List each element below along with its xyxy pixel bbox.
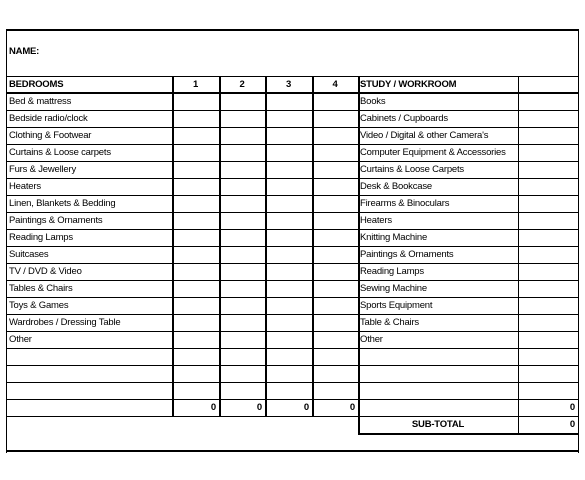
- room-column-1: 1: [192, 79, 199, 90]
- room-column-3: 3: [285, 79, 292, 90]
- bedroom-total-2: 0: [256, 402, 262, 413]
- bedroom-total-4: 0: [349, 402, 355, 413]
- col-divider: [265, 76, 267, 416]
- bedroom-total-3: 0: [303, 402, 309, 413]
- col-divider: [358, 76, 360, 433]
- bedroom-item: Reading Lamps: [9, 232, 73, 243]
- study-total: 0: [569, 402, 575, 413]
- subtotal-value: 0: [569, 419, 575, 430]
- bedrooms-header: BEDROOMS: [9, 79, 64, 90]
- bedroom-item: Suitcases: [9, 249, 49, 260]
- study-item: Sports Equipment: [360, 300, 433, 311]
- col-divider: [312, 76, 314, 416]
- study-item: Heaters: [360, 215, 392, 226]
- study-item: Firearms & Binoculars: [360, 198, 450, 209]
- room-column-4: 4: [332, 79, 338, 90]
- study-item: Books: [360, 96, 386, 107]
- bedroom-total-1: 0: [210, 402, 216, 413]
- study-header: STUDY / WORKROOM: [360, 79, 457, 90]
- bedroom-item: Paintings & Ornaments: [9, 215, 103, 226]
- row-line: [7, 348, 578, 349]
- header-top-line: [7, 76, 578, 77]
- room-column-2: 2: [239, 79, 245, 90]
- bedroom-item: TV / DVD & Video: [9, 266, 82, 277]
- study-item: Sewing Machine: [360, 283, 427, 294]
- study-item: Other: [360, 334, 383, 345]
- bedroom-item: Tables & Chairs: [9, 283, 73, 294]
- col-divider: [219, 76, 221, 416]
- row-line: [7, 365, 578, 366]
- bedroom-item: Other: [9, 334, 32, 345]
- sheet-bottom-line: [7, 450, 578, 452]
- col-divider: [518, 76, 519, 433]
- bedroom-item: Clothing & Footwear: [9, 130, 92, 141]
- name-label: NAME:: [9, 46, 40, 57]
- bedroom-item: Wardrobes / Dressing Table: [9, 317, 121, 328]
- study-item: Reading Lamps: [360, 266, 424, 277]
- bedroom-item: Bedside radio/clock: [9, 113, 88, 124]
- study-item: Desk & Bookcase: [360, 181, 432, 192]
- col-divider: [172, 76, 174, 416]
- row-line: [7, 382, 578, 383]
- bedroom-item: Bed & mattress: [9, 96, 72, 107]
- subtotal-label: SUB-TOTAL: [411, 419, 465, 430]
- bedroom-item: Curtains & Loose carpets: [9, 147, 111, 158]
- study-item: Video / Digital & other Camera's: [360, 130, 489, 141]
- study-item: Knitting Machine: [360, 232, 428, 243]
- study-item: Computer Equipment & Accessories: [360, 147, 506, 158]
- bedroom-item: Heaters: [9, 181, 41, 192]
- inventory-sheet: [6, 29, 579, 453]
- study-item: Curtains & Loose Carpets: [360, 164, 464, 175]
- study-item: Cabinets / Cupboards: [360, 113, 448, 124]
- study-item: Paintings & Ornaments: [360, 249, 454, 260]
- study-item: Table & Chairs: [360, 317, 419, 328]
- bedroom-item: Linen, Blankets & Bedding: [9, 198, 116, 209]
- bedroom-item: Toys & Games: [9, 300, 69, 311]
- subtotal-bottom-line: [358, 433, 578, 435]
- bedroom-item: Furs & Jewellery: [9, 164, 77, 175]
